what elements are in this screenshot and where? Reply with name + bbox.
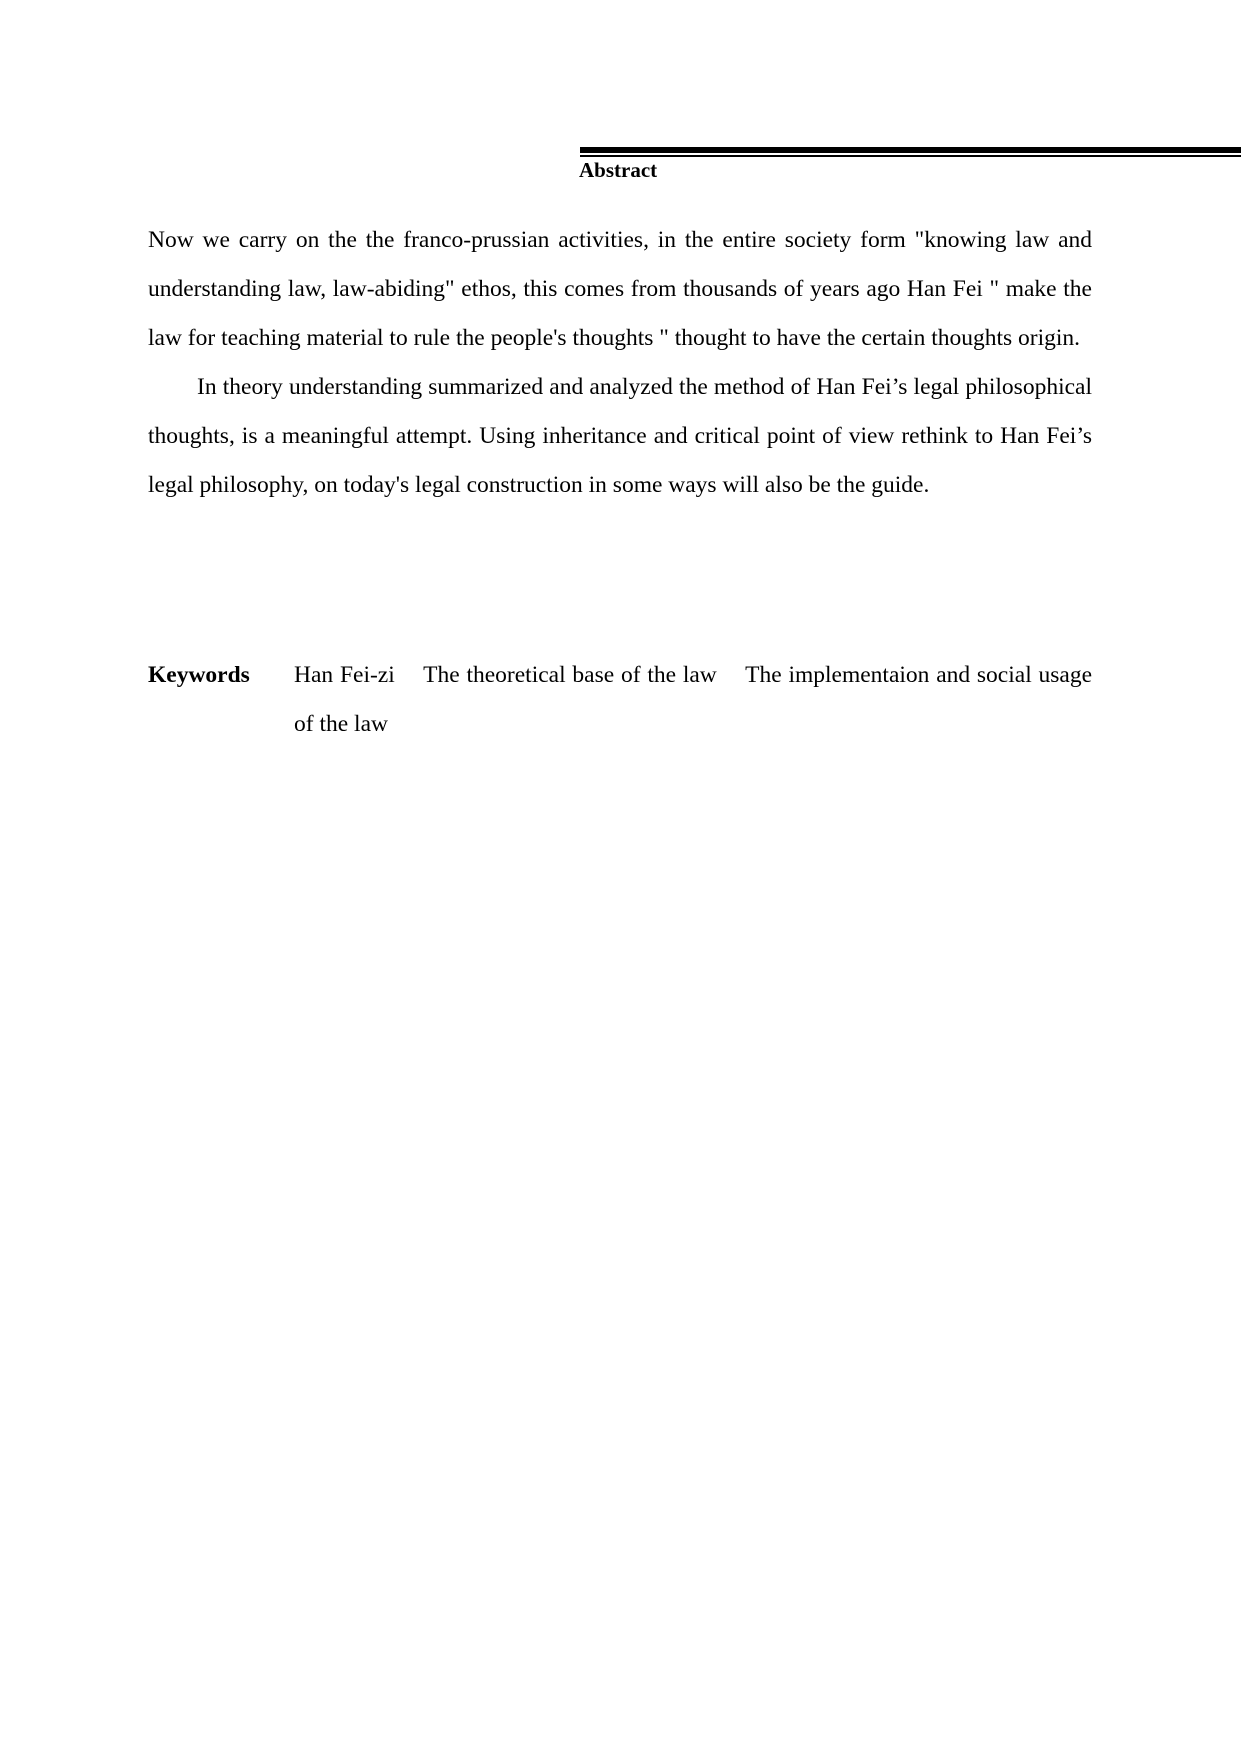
abstract-paragraph-1: Now we carry on the the franco-prussian activities, in the entire society form "knowing law and understanding law, law-abiding" ethos, this comes from thousands of years ago Han Fei " make the law for teaching material to rule the people's thoughts " thought to have the certain thoughts origin. <box>148 227 1092 351</box>
header-rule <box>580 147 1241 157</box>
keywords-list <box>294 651 1092 749</box>
keyword-item: The implementaion and social usage of the law <box>294 662 1093 737</box>
abstract-body <box>148 216 1092 510</box>
header-rule-thick <box>580 147 1241 153</box>
header-rule-thin <box>580 155 1241 157</box>
keywords-section <box>148 651 1092 749</box>
abstract-paragraph-2: In theory understanding summarized and analyzed the method of Han Fei’s legal philosophical thoughts, is a meaningful attempt. Using inheritance and critical point of view rethink to Han Fei’s legal philosophy, on today's legal construction in some ways will also be the guide. <box>148 374 1092 498</box>
keywords-label: Keywords <box>148 662 250 688</box>
keyword-item: The theoretical base of the law <box>423 662 717 688</box>
keyword-item: Han Fei-zi <box>294 662 395 688</box>
running-head: Abstract <box>579 158 658 182</box>
